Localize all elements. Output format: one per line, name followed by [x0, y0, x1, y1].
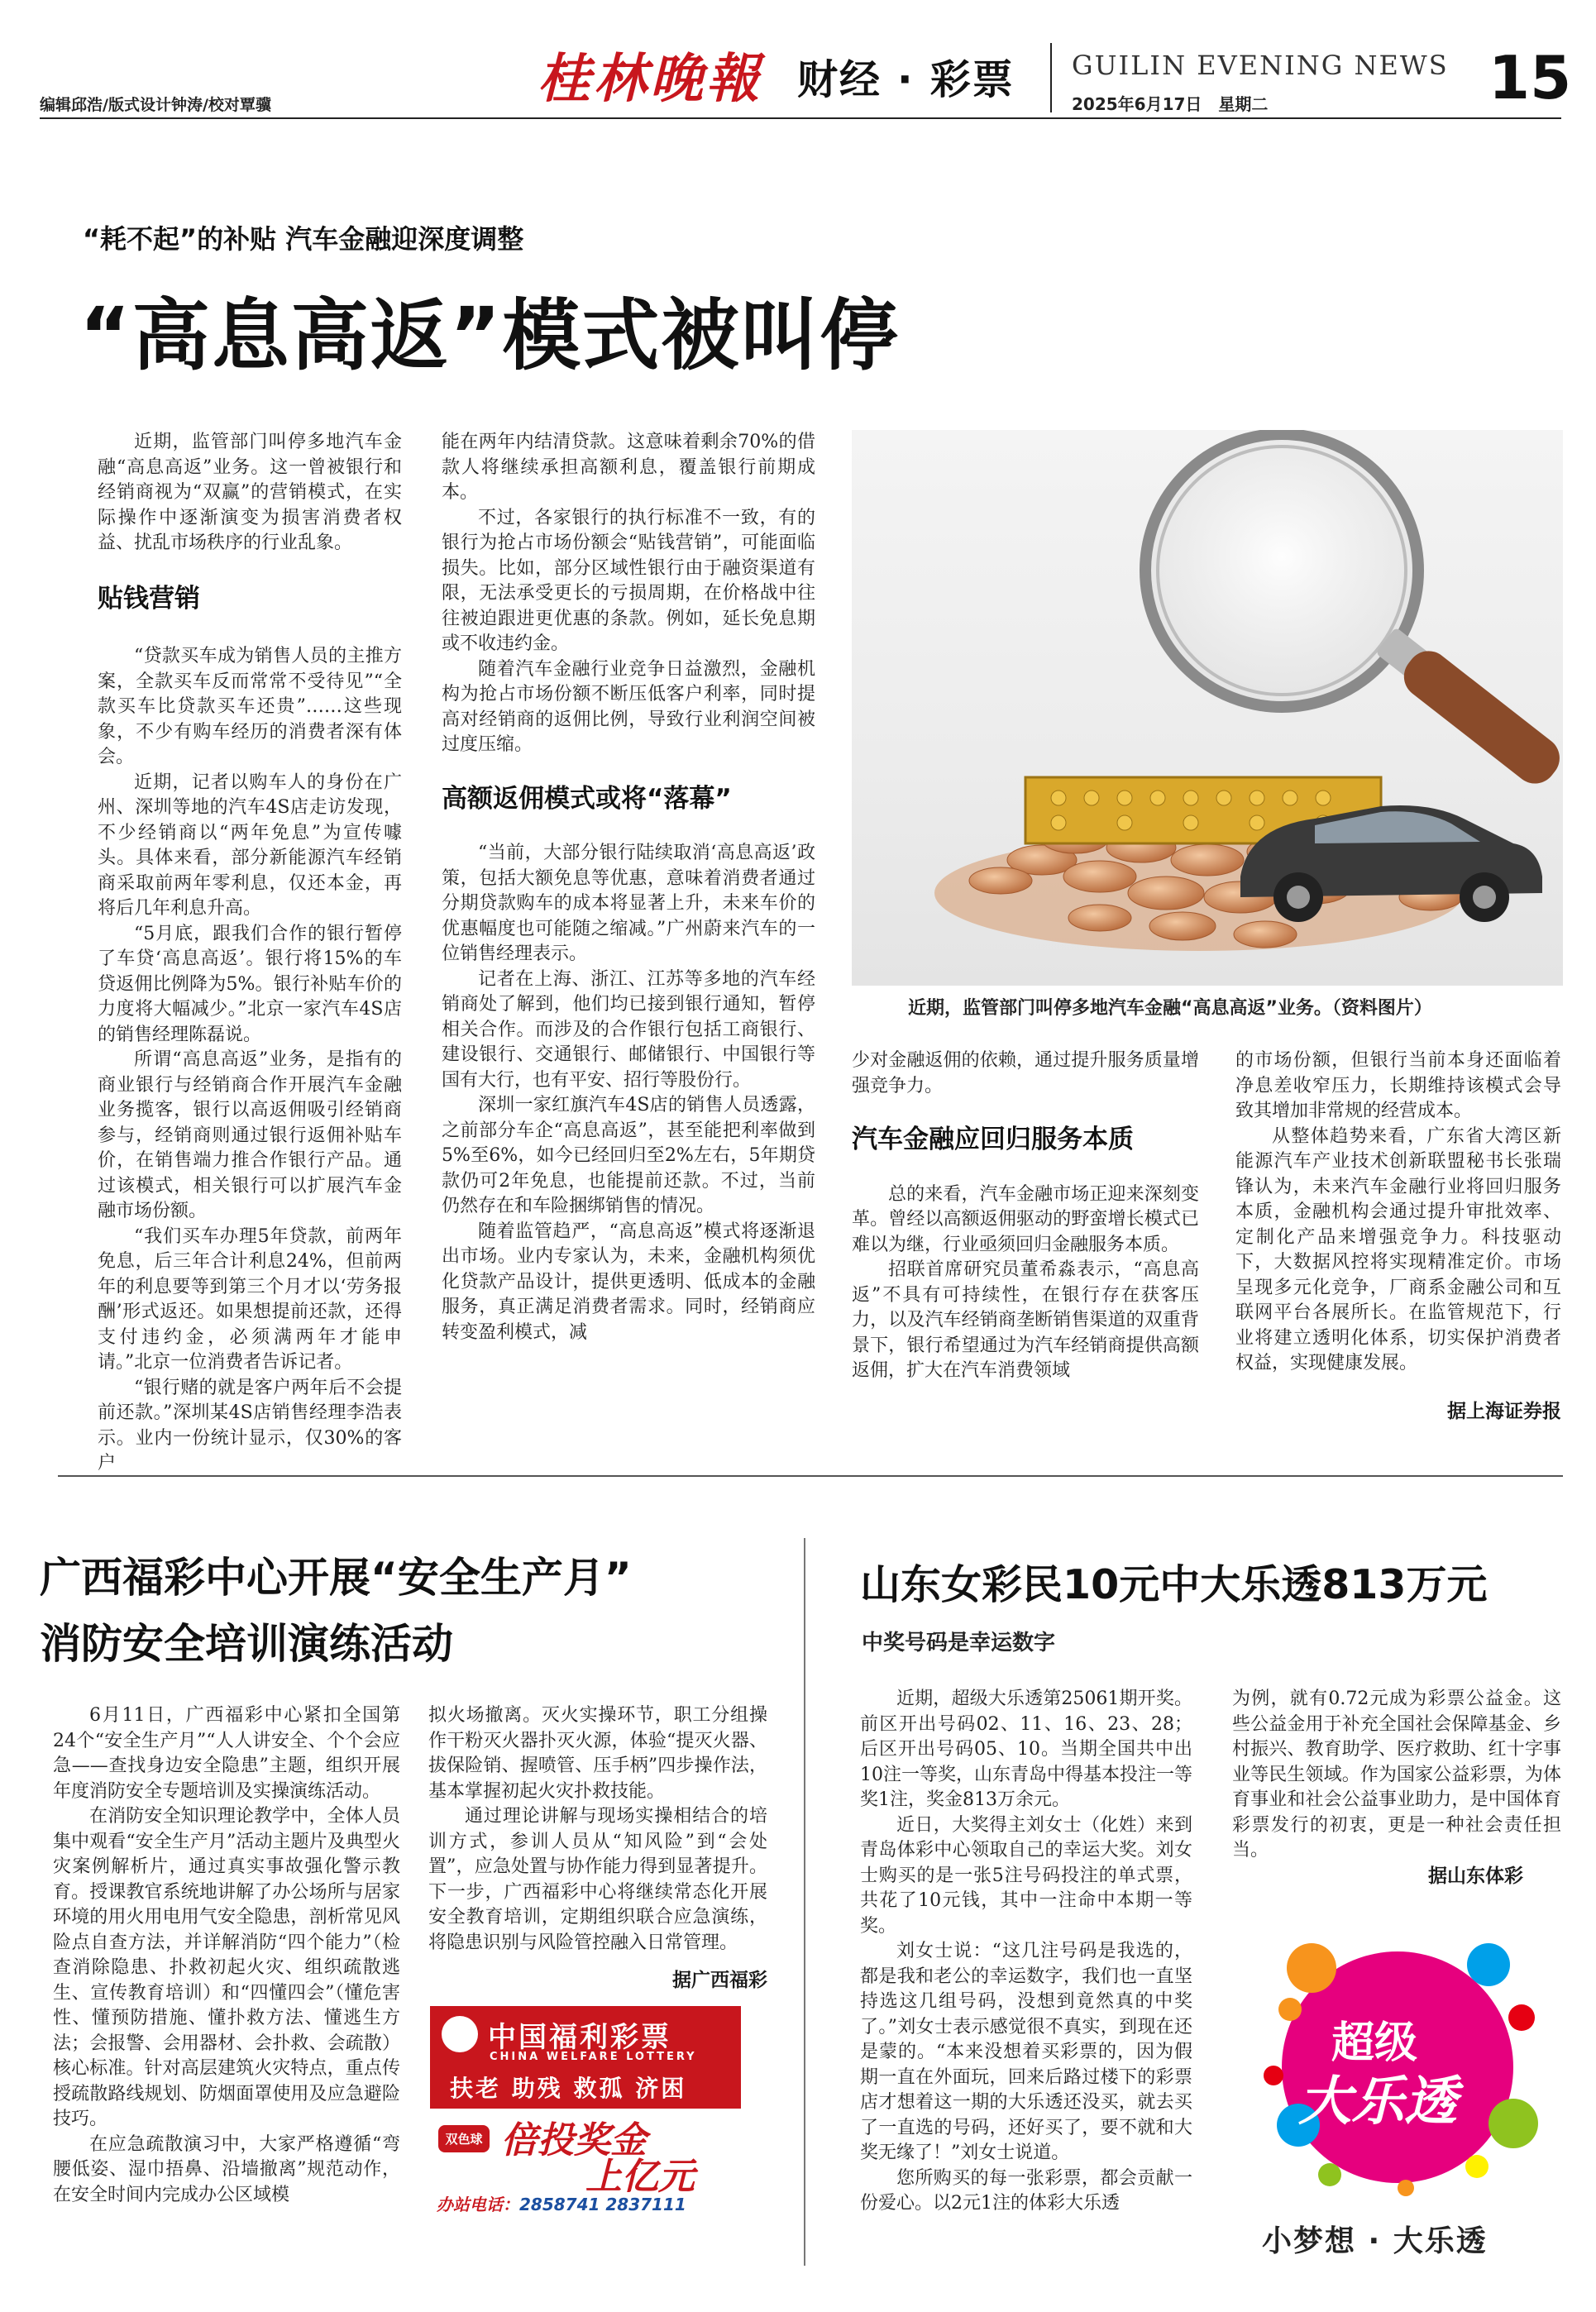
- welfare-prize-line-2: 上亿元: [585, 2156, 695, 2198]
- header-divider: [1050, 43, 1052, 112]
- article3-source: 据山东体彩: [1428, 1865, 1523, 1887]
- paragraph: 少对金融返佣的依赖，通过提升服务质量增强竞争力。: [852, 1050, 1199, 1096]
- section-title: 财经 · 彩票: [797, 56, 1015, 103]
- article3-column-2: [1232, 1687, 1561, 1864]
- article1-subheading-2: 高额返佣模式或将“落幕”: [442, 783, 732, 814]
- welfare-lottery-logo: [442, 2016, 478, 2052]
- paragraph: 深圳一家红旗汽车4S店的销售人员透露，之前部分车企“高息高返”，甚至能把利率做到5%至6%，如今已经回归至2%左右，5年期贷款仍可2年免息，也能提前还款。不过，当前仍然存在和车险捆绑销售的情况。: [442, 1095, 815, 1216]
- daletou-logo-line-1: 超级: [1331, 2018, 1418, 2068]
- article1-photo-caption: 近期，监管部门叫停多地汽车金融“高息高返”业务。（资料图片）: [908, 998, 1432, 1019]
- paragraph: 招联首席研究员董希淼表示，“高息高返”不具有可持续性，在银行存在获客压力，以及汽车经销商垄断销售渠道的双重背景下，银行希望通过为汽车经销商提供高额返佣，扩大在汽车消费领域: [852, 1259, 1199, 1381]
- paragraph: 不过，各家银行的执行标准不一致，有的银行为抢占市场份额会“贴钱营销”，可能面临损失。比如，部分区域性银行由于融资渠道有限，无法承受更长的亏损周期，在价格战中往往被迫跟进更优惠的条款。例如，延长免息期或不收违约金。: [442, 507, 815, 654]
- paragraph: 的市场份额，但银行当前本身还面临着净息差收窄压力，长期维持该模式会导致其增加非常规的经营成本。: [1235, 1050, 1561, 1121]
- article1-kicker: “耗不起”的补贴 汽车金融迎深度调整: [83, 223, 524, 255]
- paragraph: 随着汽车金融行业竞争日益激烈，金融机构为抢占市场份额不断压低客户利率，同时提高对经销商的返佣比例，导致行业利润空间被过度压缩。: [442, 658, 815, 755]
- article1-column-3: [852, 1049, 1199, 1384]
- article1-column-2: [442, 430, 815, 1345]
- welfare-phone-row: [437, 2191, 686, 2215]
- article2-title-line-2: 消防安全培训演练活动: [40, 1620, 453, 1668]
- welfare-prize-line-1: 倍投奖金: [501, 2119, 647, 2162]
- section-divider: [58, 1475, 1563, 1477]
- article3-subtitle: 中奖号码是幸运数字: [862, 1631, 1056, 1655]
- credits: 编辑邱浩/版式设计钟涛/校对覃骥: [40, 96, 271, 114]
- paragraph: 6月11日，广西福彩中心紧扣全国第24个“安全生产月”“人人讲安全、个个会应急——查找身边安全隐患”主题，组织开展年度消防安全专题培训及实操演练活动。: [53, 1705, 400, 1802]
- article1-title: “高息高返”模式被叫停: [79, 291, 900, 381]
- paragraph: 为例，就有0.72元成为彩票公益金。这些公益金用于补充全国社会保障基金、乡村振兴、教育助学、医疗救助、红十字事业等民生领域。作为国家公益彩票，为体育事业和社会公益事业助力，是中国体育彩票发行的初衷，更是一种社会责任担当。: [1232, 1689, 1561, 1861]
- article1-intro: 近期，监管部门叫停多地汽车金融“高息高返”业务。这一曾被银行和经销商视为“双赢”的营销模式，在实际操作中逐渐演变为损害消费者权益、扰乱市场秩序的行业乱象。: [98, 432, 402, 553]
- welfare-brand-en: CHINA WELFARE LOTTERY: [490, 2051, 697, 2063]
- paragraph: 近期，记者以购车人的身份在广州、深圳等地的汽车4S店走访发现，不少经销商以“两年免息”为宣传噱头。具体来看，部分新能源汽车经销商采取前两年零利息，仅还本金，再将后几年利息升高。: [98, 771, 402, 919]
- paragraph: 在消防安全知识理论教学中，全体人员集中观看“安全生产月”活动主题片及典型火灾案例解析片，通过真实事故强化警示教育。授课教官系统地讲解了办公场所与居家环境的用火用电用气安全隐患，剖析常见风险点自查方法，并详解消防“四个能力”（检查消除隐患、扑救初起火灾、组织疏散逃生、宣传教育培训）和“四懂四会”（懂危害性、懂预防措施、懂扑救方法、懂逃生方法；会报警、会用器材、会扑救、会疏散）核心标准。针对高层建筑火灾特点，重点传授疏散路线规划、防烟面罩使用及应急避险技巧。: [53, 1806, 400, 2129]
- welfare-phone-label: 办站电话：: [437, 2195, 519, 2214]
- paragraph: “5月底，跟我们合作的银行暂停了车贷‘高息高返’。银行将15%的车贷返佣比例降为5%。银行补贴车价的力度将大幅减少。”北京一家汽车4S店的销售经理陈磊说。: [98, 923, 402, 1045]
- article1-column-4: [1235, 1049, 1561, 1377]
- paragraph: 记者在上海、浙江、江苏等多地的汽车经销商处了解到，他们均已接到银行通知，暂停相关合作。而涉及的合作银行包括工商银行、建设银行、交通银行、邮储银行、中国银行等国有大行，也有平安、招行等股份行。: [442, 968, 815, 1091]
- article3-title: 山东女彩民10元中大乐透813万元: [860, 1561, 1488, 1608]
- header-rule: [40, 117, 1561, 119]
- shuangseqiu-badge: 双色球: [438, 2125, 490, 2152]
- paragraph: 所谓“高息高返”业务，是指有的商业银行与经销商合作开展汽车金融业务揽客，银行以高返佣吸引经销商参与，经销商则通过银行返佣补贴车价，在销售端力推合作银行产品。通过该模式，相关银行可以扩展汽车金融市场份额。: [98, 1049, 402, 1221]
- paragraph: 近期，超级大乐透第25061期开奖。前区开出号码02、11、16、23、28；后区开出号码05、10。当期全国共中出10注一等奖，山东青岛中得基本投注一等奖1注，奖金813万余元。: [860, 1689, 1192, 1810]
- paragraph: 您所购买的每一张彩票，都会贡献一份爱心。以2元1注的体彩大乐透: [860, 2167, 1192, 2214]
- article2-source: 据广西福彩: [672, 1970, 767, 1991]
- paragraph: 在应急疏散演习中，大家严格遵循“弯腰低姿、湿巾捂鼻、沿墙撤离”规范动作，在安全时间内完成办公区域模: [53, 2133, 400, 2205]
- paragraph: 近日，大奖得主刘女士（化姓）来到青岛体彩中心领取自己的幸运大奖。刘女士购买的是一张5注号码投注的单式票，共花了10元钱，其中一注命中本期一等奖。: [860, 1814, 1192, 1937]
- article1-source: 据上海证券报: [1447, 1401, 1561, 1422]
- welfare-lottery-ad: [430, 2006, 741, 2198]
- paragraph: “我们买车办理5年贷款，前两年免息，后三年合计利息24%，但前两年的利息要等到第三个月才以‘劳务报酬’形式返还。如果想提前还款，还得支付违约金，必须满两年才能申请。”北京一位消费者告诉记者。: [98, 1225, 402, 1373]
- article1-subheading-1: 贴钱营销: [98, 583, 200, 614]
- paragraph: 从整体趋势来看，广东省大湾区新能源汽车产业技术创新联盟秘书长张瑞锋认为，未来汽车金融行业将回归服务本质，金融机构会通过提升审批效率、定制化产品来增强竞争力。科技驱动下，大数据风控将实现精准定价。市场呈现多元化竞争，厂商系金融公司和互联网平台各展所长。在监管规范下，行业将建立透明化体系，切实保护消费者权益，实现健康发展。: [1235, 1125, 1561, 1373]
- article1-subheading-3: 汽车金融应回归服务本质: [852, 1125, 1134, 1154]
- welfare-phone: 2858741 2837111: [519, 2195, 686, 2214]
- article2-column-1: [53, 1703, 400, 2208]
- paragraph: “银行赌的就是客户两年后不会提前还款。”深圳某4S店销售经理李浩表示。业内一份统计显示，仅30%的客户: [98, 1377, 402, 1474]
- daletou-logo-line-2: 大乐透: [1298, 2071, 1457, 2133]
- daletou-slogan: 小梦想 · 大乐透: [1262, 2224, 1488, 2258]
- paragraph: 能在两年内结清贷款。这意味着剩余70%的借款人将继续承担高额利息，覆盖银行前期成本。: [442, 432, 815, 503]
- issue-date: 2025年6月17日 星期二: [1072, 94, 1269, 114]
- paragraph: “贷款买车成为销售人员的主推方案，全款买车反而常常不受待见”“全款买车比贷款买车还贵”……这些现象，不少有购车经历的消费者深有体会。: [98, 646, 402, 767]
- paper-name-logo: 桂林晚報: [538, 48, 762, 110]
- header: [0, 0, 1596, 124]
- article1-photo: [852, 430, 1563, 986]
- paragraph: 通过理论讲解与现场实操相结合的培训方式，参训人员从“知风险”到“会处置”，应急处置与协作能力得到显著提升。下一步，广西福彩中心将继续常态化开展安全教育培训，定期组织联合应急演练，将隐患识别与风险管控融入日常管理。: [428, 1806, 767, 1953]
- article2-column-2: [428, 1703, 767, 1956]
- paragraph: 拟火场撤离。灭火实操环节，职工分组操作干粉灭火器扑灭火源，体验“提灭火器、拔保险销、握喷管、压手柄”四步操作法，基本掌握初起火灾扑救技能。: [428, 1705, 767, 1802]
- article2-title-line-1: 广西福彩中心开展“安全生产月”: [40, 1554, 632, 1602]
- paragraph: 刘女士说：“这几注号码是我选的，都是我和老公的幸运数字，我们也一直坚持选这几组号码，没想到竟然真的中奖了。”刘女士表示感觉很不真实，到现在还是蒙的。“本来没想着买彩票的，因为假期一直在外面玩，回来后路过楼下的彩票店才想着这一期的大乐透还没买，就去买了一直选的号码，还好买了，要不就和大奖无缘了！”刘女士说道。: [860, 1941, 1192, 2163]
- article1-column-1: [98, 430, 402, 1477]
- welfare-brand: 中国福利彩票: [488, 2021, 671, 2054]
- daletou-ad: [1240, 1918, 1555, 2266]
- paragraph: “当前，大部分银行陆续取消‘高息高返’政策，包括大额免息等优惠，意味着消费者通过分期贷款购车的成本将显著上升，未来车价的优惠幅度也可能随之缩减。”广州蔚来汽车的一位销售经理表示。: [442, 843, 815, 964]
- article3-column-1: [860, 1687, 1192, 2217]
- paragraph: 随着监管趋严，“高息高返”模式将逐渐退出市场。业内专家认为，未来，金融机构须优化贷款产品设计，提供更透明、低成本的金融服务，真正满足消费者需求。同时，经销商应转变盈利模式，减: [442, 1220, 815, 1343]
- page-number: 15: [1488, 43, 1572, 112]
- english-name: GUILIN EVENING NEWS: [1072, 50, 1449, 81]
- magnifier-car-coins-illustration: [852, 430, 1563, 986]
- column-divider: [804, 1538, 805, 2266]
- paragraph: 总的来看，汽车金融市场正迎来深刻变革。曾经以高额返佣驱动的野蛮增长模式已难以为继，行业亟须回归金融服务本质。: [852, 1183, 1199, 1255]
- welfare-slogan: 扶老 助残 救孤 济困: [450, 2075, 687, 2102]
